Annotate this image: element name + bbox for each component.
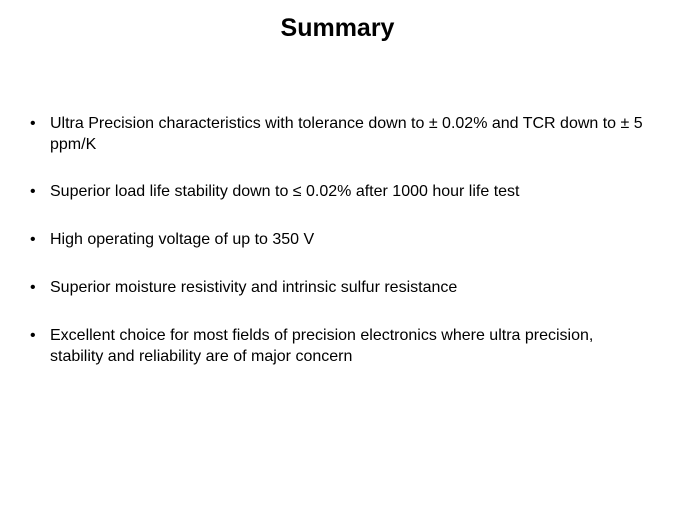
bullet-dot-icon: • bbox=[30, 279, 36, 296]
bullet-item-voltage bbox=[30, 229, 650, 250]
bullet-text: Superior load life stability down to ≤ 0.02% after 1000 hour life test bbox=[50, 183, 520, 200]
bullet-dot-icon: • bbox=[30, 231, 36, 248]
bullet-text: Ultra Precision characteristics with tolerance down to ± 0.02% and TCR down to ± 5 ppm/K bbox=[50, 115, 643, 153]
bullet-item-precision-fields bbox=[30, 325, 650, 367]
bullet-item-tolerance bbox=[30, 113, 650, 155]
bullet-dot-icon: • bbox=[30, 115, 36, 132]
bullet-text: High operating voltage of up to 350 V bbox=[50, 231, 315, 248]
bullet-item-moisture bbox=[30, 277, 650, 298]
slide-title: Summary bbox=[280, 14, 395, 42]
bullet-text: Superior moisture resistivity and intrinsic sulfur resistance bbox=[50, 279, 458, 296]
bullet-text: Excellent choice for most fields of precision electronics where ultra precision, stability and reliability are of major concern bbox=[50, 327, 594, 365]
bullet-dot-icon: • bbox=[30, 183, 36, 200]
bullet-dot-icon: • bbox=[30, 327, 36, 344]
bullet-item-load-life bbox=[30, 181, 650, 202]
bullet-list bbox=[30, 113, 650, 393]
